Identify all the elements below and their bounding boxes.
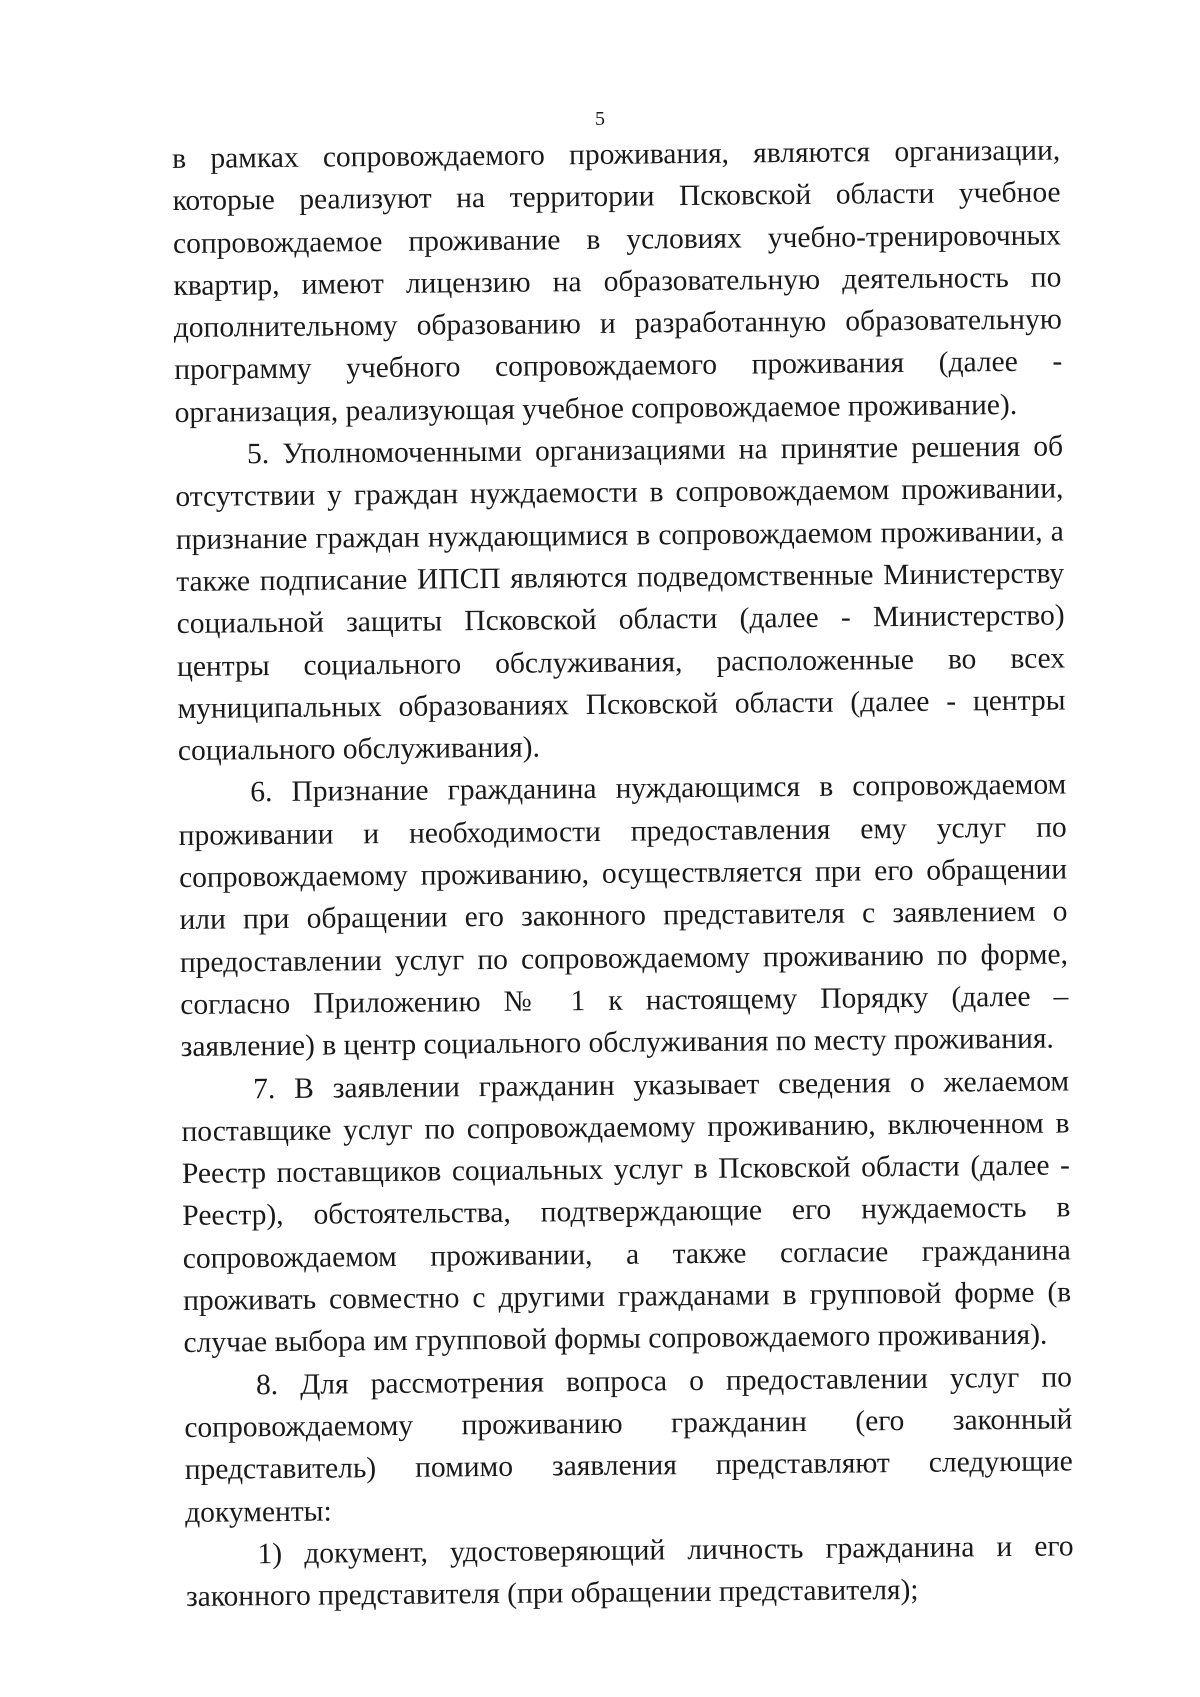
paragraph-item-5: 5. Уполномоченными организациями на принятие решения об отсутствии у граждан нуждаемости в сопровождаемом проживании, признание граждан нуждающимися в сопровождаемом проживании, а также подписание ИПСП являются подведомственные Министерству социальной защиты Псковской области (далее - Министерство) центры социального обслуживания, расположенные во всех муниципальных образованиях Псковской области (далее - центры социального обслуживания). — [175, 430, 1066, 768]
paragraph-item-7: 7. В заявлении гражданин указывает сведения о желаемом поставщике услуг по сопровождаемому проживанию, включенном в Реестр поставщиков социальных услуг в Псковской области (далее - Реестр), обстоятельства, подтверждающие его нуждаемость в сопровождаемом проживании, а также согласие гражданина проживать совместно с другими гражданами в групповой форме (в случае выбора им групповой формы сопровождаемого проживания). — [181, 1064, 1072, 1360]
paragraph-item-8: 8. Для рассмотрения вопроса о предоставлении услуг по сопровождаемому проживанию гражданин (его законный представитель) помимо заявления представляют следующие документы: — [184, 1361, 1073, 1529]
page-number: 5 — [595, 108, 605, 130]
paragraph-item-6: 6. Признание гражданина нуждающимся в сопровождаемом проживании и необходимости предоставления ему услуг по сопровождаемому проживанию, осуществляется при его обращении или при обращении его законного представителя с заявлением о предоставлении услуг по сопровождаемому проживанию по форме, согласно Приложению № 1 к настоящему Порядку (далее – заявление) в центр социального обслуживания по месту проживания. — [178, 768, 1069, 1064]
document-body — [172, 129, 1074, 1618]
paragraph-continuation: в рамках сопровождаемого проживания, являются организации, которые реализуют на территории Псковской области учебное сопровождаемое проживание в условиях учебно-тренировочных квартир, имеют лицензию на образовательную деятельность по дополнительному образованию и разработанную образовательную программу учебного сопровождаемого проживания (далее - организация, реализующая учебное сопровождаемое проживание). — [172, 134, 1063, 429]
paragraph-subitem-1: 1) документ, удостоверяющий личность гражданина и его законного представителя (при обращении представителя); — [185, 1530, 1074, 1614]
